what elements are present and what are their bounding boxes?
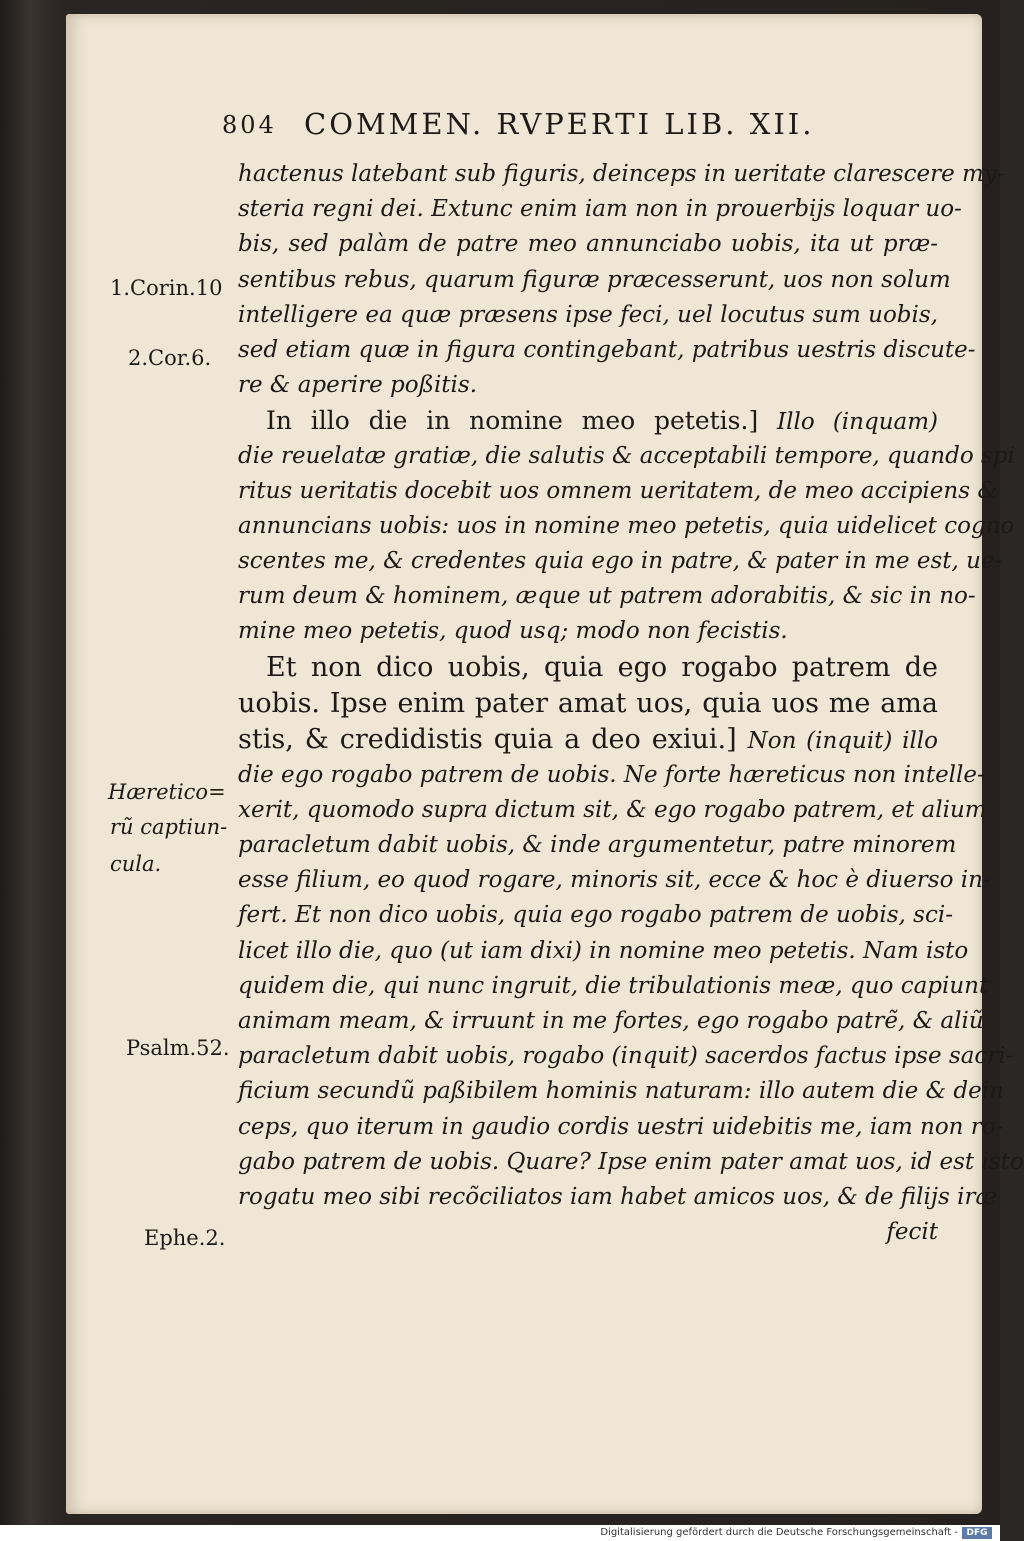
text-line: scentes me, & credentes quia ego in patre, & pater in me est, ue- (238, 548, 1003, 575)
text-line: mine meo petetis, quod usq; modo non fecistis. (238, 618, 788, 645)
text-line: fert. Et non dico uobis, quia ego rogabo patrem de uobis, sci- (238, 902, 953, 929)
margin-note: 2.Cor.6. (128, 346, 212, 370)
text-line: sed etiam quæ in figura contingebant, patribus uestris discute- (238, 336, 976, 363)
text-line: sentibus rebus, quarum figuræ præcesserunt, uos non solum (238, 266, 951, 293)
text-line: rum deum & hominem, æque ut patrem adorabitis, & sic in no- (238, 583, 976, 610)
footer-credit: Digitalisierung gefördert durch die Deutsche Forschungsgemeinschaft - (600, 1527, 958, 1538)
text-line: ficium secundũ paßibilem hominis naturam: illo autem die & dein (238, 1078, 1004, 1105)
running-head: COMMEN. RVPERTI LIB. XII. (304, 107, 815, 141)
lemma-line: Et non dico uobis, quia ego rogabo patrem de (266, 651, 938, 683)
main-text (238, 157, 1024, 1250)
text-line: xerit, quomodo supra dictum sit, & ego rogabo patrem, et alium (238, 796, 987, 823)
catchword: fecit (886, 1219, 938, 1246)
lemma-text: In illo die in nomine meo petetis.] (266, 406, 778, 436)
text-line: paracletum dabit uobis, rogabo (inquit) sacerdos factus ipse sacri- (238, 1043, 1014, 1070)
text-line: licet illo die, quo (ut iam dixi) in nomine meo petetis. Nam isto (238, 937, 969, 964)
text-line: annuncians uobis: uos in nomine meo petetis, quia uidelicet cogno (238, 512, 1015, 539)
text-line: die reuelatæ gratiæ, die salutis & acceptabili tempore, quando spi (238, 442, 1015, 469)
lemma-tail: Illo (inquam) (777, 409, 938, 436)
margin-note: Ephe.2. (144, 1226, 226, 1250)
lemma-line (238, 403, 938, 438)
text-line: hactenus latebant sub figuris, deinceps in ueritate clarescere my- (238, 161, 1005, 187)
text-line: rogatu meo sibi recõciliatos iam habet amicos uos, & de filijs iræ (238, 1183, 998, 1210)
margin-note: Hæretico= (108, 780, 226, 804)
text-line: re & aperire poßitis. (238, 372, 478, 399)
lemma-text: stis, & credidistis quia a deo exiui.] (238, 723, 748, 755)
page-header (222, 107, 882, 147)
text-line: die ego rogabo patrem de uobis. Ne forte hæreticus non intelle- (238, 761, 985, 788)
text-line: bis, sed palàm de patre meo annunciabo uobis, ita ut præ- (238, 231, 938, 258)
lemma-tail: Non (inquit) illo (747, 727, 939, 754)
margin-note: Psalm.52. (126, 1036, 230, 1060)
text-line: ceps, quo iterum in gaudio cordis uestri uidebitis me, iam non ro- (238, 1113, 1004, 1140)
margin-note: cula. (110, 852, 162, 876)
margin-note: rũ captiun- (110, 815, 228, 839)
text-line: esse filium, eo quod rogare, minoris sit, ecce & hoc è diuerso in- (238, 867, 991, 894)
text-line: animam meam, & irruunt in me fortes, ego rogabo patrẽ, & aliũ (238, 1007, 984, 1034)
lemma-line (238, 722, 938, 758)
text-line: quidem die, qui nunc ingruit, die tribulationis meæ, quo capiunt (238, 972, 989, 999)
text-line: gabo patrem de uobis. Quare? Ipse enim pater amat uos, id est isto (238, 1148, 1024, 1175)
page-number: 804 (222, 111, 277, 139)
text-line: ritus ueritatis docebit uos omnem ueritatem, de meo accipiens & (238, 477, 998, 504)
lemma-line: uobis. Ipse enim pater amat uos, quia uos me ama (238, 687, 938, 719)
text-line: steria regni dei. Extunc enim iam non in prouerbijs loquar uo- (238, 196, 962, 223)
margin-note: 1.Corin.10 (110, 276, 223, 300)
text-line: intelligere ea quæ præsens ipse feci, uel locutus sum uobis, (238, 301, 938, 328)
dfg-logo: DFG (962, 1527, 992, 1539)
text-line: paracletum dabit uobis, & inde argumentetur, patre minorem (238, 832, 957, 858)
